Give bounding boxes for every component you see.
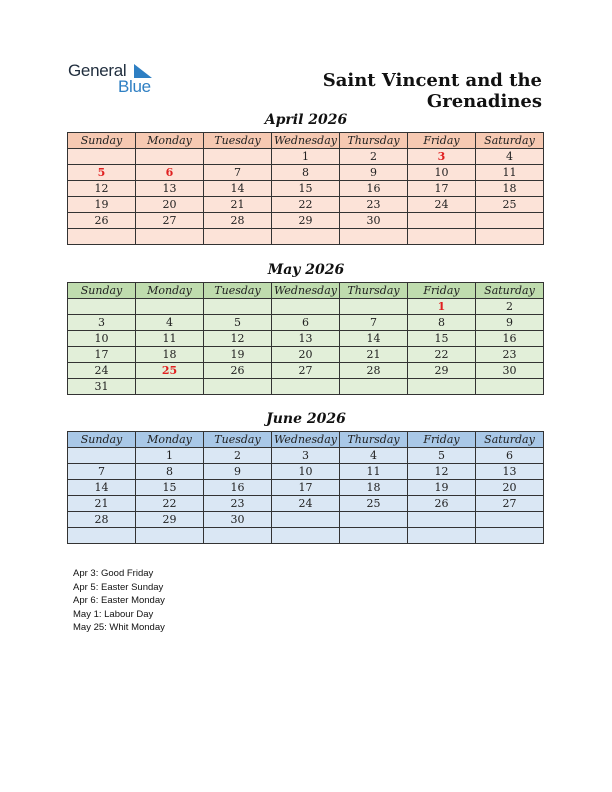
day-cell — [204, 299, 272, 315]
day-cell: 24 — [272, 496, 340, 512]
day-cell: 17 — [272, 480, 340, 496]
day-cell: 22 — [136, 496, 204, 512]
day-cell — [476, 379, 544, 395]
day-cell: 10 — [272, 464, 340, 480]
weekday-header-thursday: Thursday — [340, 432, 408, 448]
day-cell: 14 — [204, 181, 272, 197]
day-cell: 19 — [68, 197, 136, 213]
day-cell: 28 — [340, 363, 408, 379]
day-cell: 10 — [408, 165, 476, 181]
month-title-june: June 2026 — [266, 411, 346, 427]
day-cell: 21 — [340, 347, 408, 363]
calendar-june — [67, 431, 544, 544]
day-cell: 22 — [408, 347, 476, 363]
week-row — [68, 149, 544, 165]
day-cell — [340, 229, 408, 245]
day-cell: 9 — [340, 165, 408, 181]
weekday-header-saturday: Saturday — [476, 283, 544, 299]
day-cell: 14 — [68, 480, 136, 496]
day-cell: 17 — [68, 347, 136, 363]
week-row — [68, 331, 544, 347]
weekday-header-saturday: Saturday — [476, 133, 544, 149]
day-cell: 20 — [272, 347, 340, 363]
holiday-day-cell: 3 — [408, 149, 476, 165]
day-cell: 20 — [136, 197, 204, 213]
day-cell: 23 — [204, 496, 272, 512]
day-cell: 3 — [272, 448, 340, 464]
holiday-day-cell: 1 — [408, 299, 476, 315]
day-cell: 22 — [272, 197, 340, 213]
week-row — [68, 528, 544, 544]
day-cell: 18 — [136, 347, 204, 363]
day-cell — [68, 229, 136, 245]
day-cell: 28 — [204, 213, 272, 229]
day-cell: 2 — [204, 448, 272, 464]
weekday-header-row — [68, 432, 544, 448]
weekday-header-friday: Friday — [408, 432, 476, 448]
day-cell: 14 — [340, 331, 408, 347]
holiday-day-cell: 5 — [68, 165, 136, 181]
day-cell: 28 — [68, 512, 136, 528]
calendar-body — [68, 149, 544, 245]
day-cell: 16 — [204, 480, 272, 496]
day-cell: 6 — [476, 448, 544, 464]
day-cell — [476, 213, 544, 229]
day-cell: 26 — [204, 363, 272, 379]
weekday-header-sunday: Sunday — [68, 432, 136, 448]
day-cell: 11 — [340, 464, 408, 480]
day-cell — [272, 512, 340, 528]
country-title: Saint Vincent and the Grenadines — [322, 70, 542, 112]
weekday-header-monday: Monday — [136, 432, 204, 448]
day-cell — [408, 512, 476, 528]
day-cell — [272, 528, 340, 544]
weekday-header-thursday: Thursday — [340, 133, 408, 149]
holiday-item: Apr 5: Easter Sunday — [73, 581, 164, 593]
day-cell: 16 — [476, 331, 544, 347]
day-cell — [204, 528, 272, 544]
day-cell: 11 — [476, 165, 544, 181]
day-cell — [68, 448, 136, 464]
day-cell: 2 — [340, 149, 408, 165]
day-cell: 25 — [476, 197, 544, 213]
week-row — [68, 464, 544, 480]
weekday-header-wednesday: Wednesday — [272, 283, 340, 299]
day-cell: 12 — [204, 331, 272, 347]
day-cell: 1 — [136, 448, 204, 464]
day-cell: 29 — [136, 512, 204, 528]
day-cell: 19 — [408, 480, 476, 496]
week-row — [68, 496, 544, 512]
day-cell: 10 — [68, 331, 136, 347]
day-cell: 12 — [408, 464, 476, 480]
month-title-april: April 2026 — [264, 112, 348, 128]
holiday-item: Apr 3: Good Friday — [73, 568, 154, 579]
day-cell — [68, 528, 136, 544]
day-cell: 21 — [68, 496, 136, 512]
day-cell: 3 — [68, 315, 136, 331]
generalblue-logo — [68, 61, 168, 97]
day-cell: 4 — [136, 315, 204, 331]
holiday-day-cell: 25 — [136, 363, 204, 379]
day-cell: 8 — [408, 315, 476, 331]
week-row — [68, 229, 544, 245]
day-cell — [204, 379, 272, 395]
day-cell: 23 — [476, 347, 544, 363]
calendar-may — [67, 282, 544, 395]
month-title-may: May 2026 — [267, 262, 345, 278]
day-cell: 30 — [204, 512, 272, 528]
weekday-header-sunday: Sunday — [68, 283, 136, 299]
weekday-header-tuesday: Tuesday — [204, 432, 272, 448]
day-cell: 15 — [136, 480, 204, 496]
day-cell — [340, 379, 408, 395]
week-row — [68, 448, 544, 464]
week-row — [68, 512, 544, 528]
day-cell: 12 — [68, 181, 136, 197]
day-cell — [476, 229, 544, 245]
day-cell — [136, 299, 204, 315]
day-cell — [68, 299, 136, 315]
weekday-header-wednesday: Wednesday — [272, 133, 340, 149]
day-cell — [272, 229, 340, 245]
day-cell — [272, 299, 340, 315]
holiday-item: May 25: Whit Monday — [73, 622, 165, 634]
day-cell: 7 — [204, 165, 272, 181]
day-cell — [408, 229, 476, 245]
day-cell: 8 — [272, 165, 340, 181]
day-cell — [136, 149, 204, 165]
week-row — [68, 347, 544, 363]
day-cell: 18 — [340, 480, 408, 496]
day-cell: 19 — [204, 347, 272, 363]
day-cell: 5 — [204, 315, 272, 331]
day-cell: 31 — [68, 379, 136, 395]
day-cell — [68, 149, 136, 165]
holiday-list — [73, 567, 165, 635]
weekday-header-row — [68, 283, 544, 299]
day-cell — [136, 528, 204, 544]
day-cell: 9 — [204, 464, 272, 480]
day-cell — [204, 149, 272, 165]
calendar-april — [67, 132, 544, 245]
day-cell: 7 — [68, 464, 136, 480]
weekday-header-tuesday: Tuesday — [204, 133, 272, 149]
holiday-day-cell: 6 — [136, 165, 204, 181]
day-cell: 29 — [408, 363, 476, 379]
weekday-header-saturday: Saturday — [476, 432, 544, 448]
day-cell: 13 — [136, 181, 204, 197]
day-cell — [476, 528, 544, 544]
day-cell: 24 — [408, 197, 476, 213]
day-cell: 4 — [476, 149, 544, 165]
day-cell — [204, 229, 272, 245]
day-cell: 27 — [272, 363, 340, 379]
day-cell: 27 — [476, 496, 544, 512]
week-row — [68, 363, 544, 379]
holiday-item: May 1: Labour Day — [73, 608, 154, 620]
day-cell — [340, 299, 408, 315]
week-row — [68, 299, 544, 315]
week-row — [68, 165, 544, 181]
weekday-header-sunday: Sunday — [68, 133, 136, 149]
weekday-header-friday: Friday — [408, 283, 476, 299]
day-cell: 18 — [476, 181, 544, 197]
day-cell: 1 — [272, 149, 340, 165]
week-row — [68, 213, 544, 229]
calendar-body — [68, 299, 544, 395]
day-cell — [340, 512, 408, 528]
day-cell: 30 — [476, 363, 544, 379]
day-cell: 15 — [408, 331, 476, 347]
week-row — [68, 379, 544, 395]
day-cell: 30 — [340, 213, 408, 229]
weekday-header-monday: Monday — [136, 283, 204, 299]
weekday-header-friday: Friday — [408, 133, 476, 149]
day-cell: 20 — [476, 480, 544, 496]
day-cell: 9 — [476, 315, 544, 331]
logo-word-blue: Blue — [118, 77, 151, 96]
day-cell — [136, 379, 204, 395]
weekday-header-thursday: Thursday — [340, 283, 408, 299]
day-cell: 17 — [408, 181, 476, 197]
day-cell: 23 — [340, 197, 408, 213]
day-cell: 25 — [340, 496, 408, 512]
day-cell: 16 — [340, 181, 408, 197]
weekday-header-wednesday: Wednesday — [272, 432, 340, 448]
day-cell: 13 — [272, 331, 340, 347]
day-cell — [408, 379, 476, 395]
week-row — [68, 181, 544, 197]
day-cell — [340, 528, 408, 544]
week-row — [68, 315, 544, 331]
day-cell: 5 — [408, 448, 476, 464]
day-cell: 21 — [204, 197, 272, 213]
day-cell: 11 — [136, 331, 204, 347]
day-cell — [136, 229, 204, 245]
day-cell: 27 — [136, 213, 204, 229]
week-row — [68, 480, 544, 496]
day-cell — [476, 512, 544, 528]
logo-word-general: General — [68, 61, 127, 80]
day-cell: 6 — [272, 315, 340, 331]
day-cell: 24 — [68, 363, 136, 379]
day-cell: 26 — [68, 213, 136, 229]
day-cell — [408, 528, 476, 544]
day-cell: 2 — [476, 299, 544, 315]
day-cell: 26 — [408, 496, 476, 512]
holiday-item: Apr 6: Easter Monday — [73, 595, 165, 607]
day-cell: 29 — [272, 213, 340, 229]
day-cell: 13 — [476, 464, 544, 480]
weekday-header-row — [68, 133, 544, 149]
day-cell — [408, 213, 476, 229]
day-cell: 8 — [136, 464, 204, 480]
weekday-header-monday: Monday — [136, 133, 204, 149]
weekday-header-tuesday: Tuesday — [204, 283, 272, 299]
week-row — [68, 197, 544, 213]
day-cell: 15 — [272, 181, 340, 197]
day-cell: 7 — [340, 315, 408, 331]
day-cell: 4 — [340, 448, 408, 464]
calendar-body — [68, 448, 544, 544]
day-cell — [272, 379, 340, 395]
